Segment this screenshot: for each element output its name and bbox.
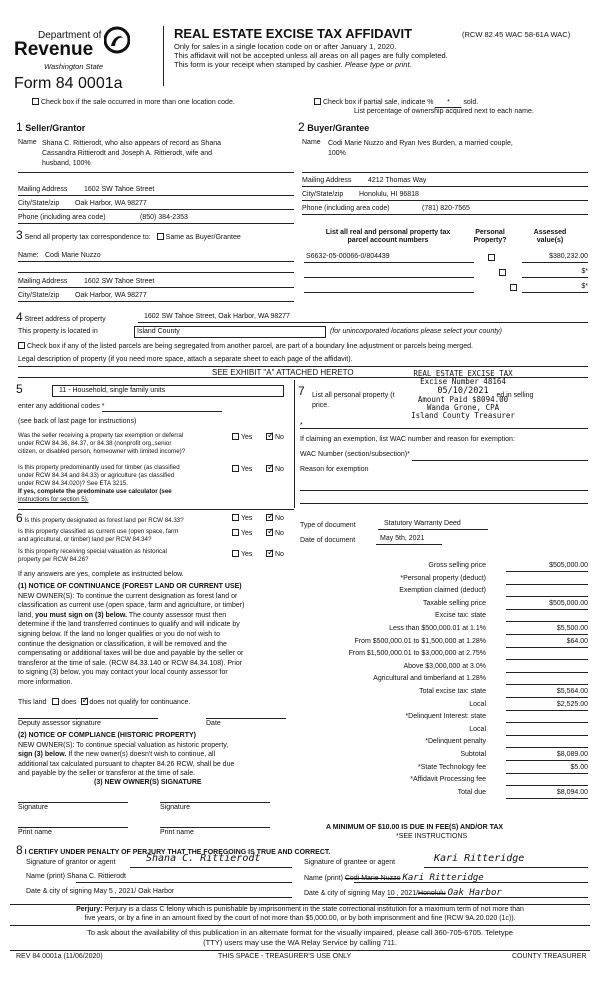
s5-num: 5	[16, 382, 23, 396]
seller-city: Oak Harbor, WA 98277	[75, 200, 147, 207]
doc-type: Statutory Warranty Deed	[384, 520, 461, 527]
owner-print-2: Print name	[160, 829, 194, 836]
buyer-city: Honolulu, HI 96818	[359, 191, 419, 198]
timber-question: Is this property predominantly used for timber (as classified under RCW 84.34 and 84.33) or agriculture (as classified under RCW 84.34.020)? See ETA 3215. If yes, complete the predominate use calculator (see instructions for section 5).	[18, 464, 180, 503]
partial-sale-checkbox[interactable]: Check box if partial sale, indicate % * sold.	[314, 98, 478, 108]
current-use-yes[interactable]: Yes	[232, 529, 252, 538]
street-label: 4 Street address of property	[16, 310, 106, 324]
buyer-phone: (781) 820-7565	[422, 205, 470, 212]
see-instructions: (see back of last page for instructions)	[18, 418, 137, 425]
corr-name: Codi Marie Nuzzo	[45, 252, 101, 259]
tax-row-label: *Personal property (deduct)	[400, 574, 486, 582]
corr-mail: 1602 SW Tahoe Street	[84, 278, 155, 285]
historic-no[interactable]: ✓ No	[266, 550, 284, 559]
new-owner-sig-heading: (3) NEW OWNER(S) SIGNATURE	[94, 779, 202, 786]
deputy-sig-label: Deputy assessor signature	[18, 720, 101, 727]
tax-row-value: $505,000.00	[549, 562, 588, 569]
buyer-phone-label: Phone (including area code)	[302, 205, 390, 212]
notice-compliance: (2) NOTICE OF COMPLIANCE (HISTORIC PROPERTY) NEW OWNER(S): To continue special valuation as historic property, sign (3) below. If the new owner(s) doesn't wish to continue, all additional tax calculated pursuant to chapter 84.26 RCW, shall be due and payable by the seller or transferor at the time of sale.	[18, 732, 235, 778]
seller-mail: 1602 SW Tahoe Street	[84, 186, 155, 193]
seller-heading: 1 Seller/Grantor	[16, 120, 86, 134]
certification: 8 I CERTIFY UNDER PENALTY OF PERJURY THAT THE FOREGOING IS TRUE AND CORRECT.	[16, 843, 331, 857]
personal-prop-label: List all personal property (t ed in selling	[312, 392, 534, 399]
minimum-fee-note: A MINIMUM OF $10.00 IS DUE IN FEE(S) AND/OR TAX	[326, 824, 504, 831]
exemption-label: If claiming an exemption, list WAC number and reason for exemption:	[300, 436, 515, 443]
parcel-1: S6632-05-00066-0/804439	[306, 253, 390, 260]
tax-row-label: *State Technology fee	[418, 763, 486, 771]
exemption-question: Was the seller receiving a property tax exemption or deferral under RCW 84.36, 84.37, or 84.38 (nonprofit org.,senior citizen, or disabled person, homeowner with limited income)?	[18, 432, 186, 455]
grantee-sig-label: Signature of grantee or agent	[304, 859, 396, 866]
form-number: Form 84 0001a	[14, 75, 123, 92]
partial-pct-label: List percentage of ownership acquired next to each name.	[354, 108, 534, 115]
assessed-1: $380,232.00	[549, 253, 588, 260]
exemption-yes[interactable]: Yes	[232, 433, 252, 442]
tax-row-label: Local	[469, 725, 486, 733]
tax-row-label: Exemption claimed (deduct)	[399, 587, 486, 595]
s7-num: 7	[298, 384, 305, 398]
grantee-signature: Kari Ritteridge	[434, 853, 525, 864]
tax-row-label: *Delinquent Interest: state	[405, 713, 486, 721]
rcw-citation: (RCW 82.45 WAC 58-61A WAC)	[462, 30, 571, 39]
tax-row-label: Local	[469, 700, 486, 708]
same-as-buyer-checkbox[interactable]	[157, 233, 164, 240]
land-use-select[interactable]: 11 - Household, single family units	[52, 385, 284, 397]
if-any-label: If any answers are yes, complete as instructed below.	[18, 571, 184, 578]
checkbox[interactable]	[314, 98, 321, 105]
form-title: REAL ESTATE EXCISE TAX AFFIDAVIT	[174, 26, 413, 41]
notice-continuance: (1) NOTICE OF CONTINUANCE (FOREST LAND OR CURRENT USE) NEW OWNER(S): To continue the current designation as forest land or classification as current use (open space, farm and agriculture, or timber) land, you must sign on (3) below. The county assessor must then determine if the land transferred continues to qualify and will indicate by signing below. If the land no longer qualifies or you do not wish to continue the designation or classification, it will be removed and the compensating or additional taxes will be due and payable by the seller or transferor at the time of sale. (RCW 84.33.140 or RCW 84.34.108). Prior to signing (3) below, you may contact your local county assessor for more information.	[18, 583, 245, 686]
county-treasurer-label: COUNTY TREASURER	[512, 953, 587, 960]
county-select[interactable]: Island County	[134, 326, 326, 338]
seller-city-label: City/State/zip	[18, 200, 60, 207]
checkbox[interactable]	[32, 98, 39, 105]
location-note: (for unincorporated locations please select your county)	[330, 328, 502, 335]
historic-yes[interactable]: Yes	[232, 550, 252, 559]
wac-label: WAC Number (section/subsection)*	[300, 451, 410, 458]
tax-row-label: Subtotal	[460, 751, 486, 758]
header-line-2: This affidavit will not be accepted unless all areas on all pages are fully completed.	[174, 51, 448, 60]
buyer-city-label: City/State/zip	[302, 191, 344, 198]
grantee-print: Name (print) Codi Marie Nuzzo Kari Ritteridge	[304, 873, 484, 883]
doc-date-label: Date of document	[300, 537, 356, 544]
perjury-notice: Perjury: Perjury is a class C felony which is punishable by imprisonment in the state correctional institution for a maximum term of not more than five years, or by a fine in an amount fixed by the court of not more than $5,000.00, or by both imprisonment and fine (RCW 9A.20.020 (1c)).	[76, 906, 524, 922]
treasurer-space-label: THIS SPACE - TREASURER'S USE ONLY	[218, 953, 352, 960]
grantor-date-city: Date & city of signing May 5 , 2021/ Oak Harbor	[26, 888, 175, 895]
deputy-date-label: Date	[206, 720, 221, 727]
grantee-date-city: Date & city of signing May 10 , 2021/Honolulu Oak Harbor	[304, 888, 502, 898]
forest-no[interactable]: ✓ No	[266, 514, 284, 523]
tax-row-label: Excise tax: state	[435, 612, 486, 620]
corr-mail-label: Mailing Address	[18, 278, 68, 285]
does-checkbox[interactable]	[52, 698, 59, 705]
personal-3-checkbox[interactable]	[510, 284, 517, 291]
tax-row-label: Taxable selling price	[422, 599, 486, 607]
tax-row-value: $505,000.00	[549, 599, 588, 607]
checkbox[interactable]	[18, 342, 25, 349]
tax-row-value: $5,500.00	[556, 625, 588, 632]
tax-row-label: Total excise tax: state	[419, 688, 486, 695]
owner-sig-2: Signature	[160, 804, 190, 811]
header-line-3: This form is your receipt when stamped by cashier. Please type or print.	[174, 60, 412, 69]
corr-heading: 3 Send all property tax correspondence to: Same as Buyer/Grantee	[16, 228, 241, 242]
grantor-print: Name (print) Shana C. Rittierodt	[26, 873, 127, 880]
partial-pct: *	[435, 99, 461, 108]
seller-phone: (850) 384-2353	[140, 214, 188, 221]
location-label: This property is located in	[18, 328, 98, 335]
logo-line-2: Revenue	[14, 39, 94, 60]
multi-location-label: Check box if the sale occurred in more than one location code.	[41, 99, 235, 106]
parcel-heading: List all real and personal property tax parcel account numbers	[325, 229, 451, 245]
owner-sig-1: Signature	[18, 804, 48, 811]
tax-row-value: $64.00	[566, 637, 588, 645]
personal-heading: Personal Property?	[473, 229, 507, 245]
personal-1-checkbox[interactable]	[488, 254, 495, 261]
reason-label: Reason for exemption	[300, 466, 369, 473]
tax-row-value: $5,564.00	[556, 688, 588, 695]
timber-yes[interactable]: Yes	[232, 465, 252, 474]
tax-row-label: From $500,000.01 to $1,500,000 at 1.28%	[354, 637, 486, 645]
grantor-sig-label: Signature of grantor or agent	[26, 859, 116, 866]
assessed-2: $*	[581, 268, 588, 275]
tax-row-value: $8,089.00	[556, 751, 588, 758]
segregation-checkbox[interactable]: Check box if any of the listed parcels are being segregated from another parcel, are part of a boundary line adjustment or parcels being merged.	[18, 342, 473, 351]
multi-location-checkbox[interactable]	[32, 98, 235, 107]
doc-type-label: Type of document	[300, 522, 356, 529]
form-revision: REV 84 0001a (11/06/2020)	[16, 953, 103, 960]
seller-mail-label: Mailing Address	[18, 186, 68, 193]
tax-row-label: *Delinquent penalty	[425, 738, 486, 746]
legal-description: SEE EXHIBIT "A" ATTACHED HERETO	[212, 368, 354, 377]
treasurer-stamp: REAL ESTATE EXCISE TAX Excise Number 48164 05/10/2021 Amount Paid $8094.00 Wanda Grone, CPA Island County Treasurer	[411, 369, 515, 421]
buyer-heading: 2 Buyer/Grantee	[298, 120, 370, 134]
tax-row-label: From $1,500,000.01 to $3,000,000 at 2.75%	[348, 650, 486, 658]
exemption-no[interactable]: ✓ No	[266, 433, 284, 442]
personal-prop-value: *	[300, 422, 303, 429]
tax-row-value: $5.00	[570, 763, 588, 771]
accessibility-notice: To ask about the availability of this publication in an alternate format for the visually impaired, please call 360-705-6705. Teletype (TTY) users may use the WA Relay Service by calling 711.	[87, 928, 513, 947]
buyer-mail: 4212 Thomas Way	[368, 177, 427, 184]
doc-date: May 5th, 2021	[380, 535, 425, 542]
buyer-name-label: Name	[302, 139, 321, 146]
tax-row-label: *Affidavit Processing fee	[410, 776, 486, 784]
current-use-question: Is this property classified as current use (open space, farm and agricultural, or timber) land per RCW 84.34?	[18, 528, 179, 543]
forest-yes[interactable]: Yes	[232, 514, 252, 523]
land-qualifies: This land does ✓ does not qualify for continuance.	[18, 698, 190, 707]
assessed-heading: Assessed value(s)	[533, 229, 567, 245]
historic-question: Is this property receiving special valuation as historical property per RCW 84.26?	[18, 548, 167, 563]
corr-name-label: Name:	[18, 252, 39, 259]
personal-2-checkbox[interactable]	[499, 269, 506, 276]
corr-city-label: City/State/zip	[18, 292, 60, 299]
seller-name-label: Name	[18, 139, 37, 146]
personal-prop-price: price.	[312, 402, 330, 409]
assessed-3: $*	[581, 283, 588, 290]
see-instructions-note: *SEE INSTRUCTIONS	[396, 833, 468, 840]
owner-print-1: Print name	[18, 829, 52, 836]
seller-phone-label: Phone (including area code)	[18, 214, 106, 221]
legal-label: Legal description of property (if you need more space, attach a separate sheet to each page of the affidavit).	[18, 356, 353, 363]
current-use-no[interactable]: ✓ No	[266, 529, 284, 538]
grantor-signature: Shana C. Rittierodt	[146, 853, 261, 864]
forest-question: 6 Is this property designated as forest land per RCW 84.33?	[16, 511, 184, 525]
buyer-mail-label: Mailing Address	[302, 177, 352, 184]
logo-line-1: Department of	[38, 30, 102, 41]
tax-row-label: Agricultural and timberland at 1.28%	[373, 675, 486, 683]
seller-name: Shana C. Rittierodt, who also appears of record as Shana Cassandra Rittierodt and Joseph A. Rittierodt, wife and husband, 100%	[42, 140, 221, 167]
street-address: 1602 SW Tahoe Street, Oak Harbor, WA 98277	[144, 313, 290, 320]
tax-row-value: $2,525.00	[556, 700, 588, 708]
tax-row-label: Above $3,000,000 at 3.0%	[403, 662, 486, 670]
corr-city: Oak Harbor, WA 98277	[75, 292, 147, 299]
logo-line-3: Washington State	[44, 62, 104, 71]
does-not-checkbox[interactable]	[81, 698, 88, 705]
addl-codes-label: enter any additional codes *	[18, 403, 222, 412]
buyer-name: Codi Marie Nuzzo and Ryan Ives Burden, a married couple, 100%	[328, 140, 513, 157]
tax-row-label: Gross selling price	[428, 562, 486, 569]
header-line-1: Only for sales in a single location code on or after January 1, 2020.	[174, 42, 397, 51]
tax-row-value: $8,094.00	[556, 788, 588, 796]
timber-no[interactable]: ✓ No	[266, 465, 284, 474]
tax-row-label: Less than $500,000.01 at 1.1%	[389, 625, 486, 632]
wa-seal-icon	[104, 26, 130, 60]
tax-row-label: Total due	[457, 788, 486, 796]
